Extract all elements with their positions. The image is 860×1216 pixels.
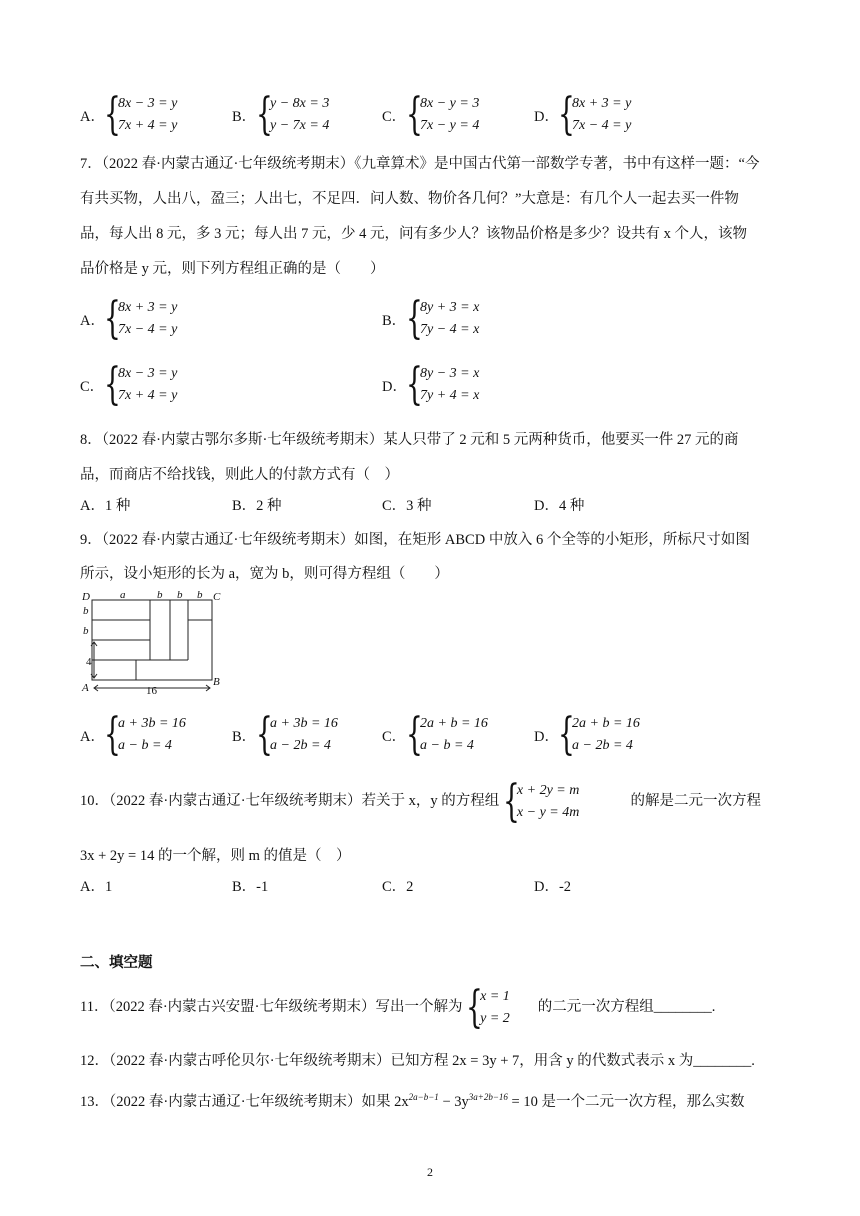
label-b-left: b (83, 605, 89, 617)
q8-option-b[interactable]: B．2 种 (232, 498, 282, 514)
q12-text-line: 12．（2022 春·内蒙古呼伦贝尔·七年级统考期末）已知方程 2x = 3y + 7，用含 y 的代数式表示 x 为________. (80, 1053, 755, 1069)
label-16: 16 (146, 685, 157, 695)
label-a-top: a (120, 590, 126, 601)
equation-system: { x = 1 y = 2 (466, 981, 510, 1033)
label-4: 4 (86, 656, 92, 668)
q10-option-c[interactable]: C．2 (382, 879, 414, 895)
q10-option-b[interactable]: B．-1 (232, 879, 269, 895)
q10-option-d[interactable]: D．-2 (534, 879, 572, 895)
label-b-top: b (197, 590, 203, 601)
label-b-top: b (177, 590, 183, 601)
label-b-left: b (83, 625, 89, 637)
q7-text-line: 有共买物，人出八，盈三；人出七，不足四．问人数、物价各几何？”大意是：有几个人一起去买一件物 (80, 191, 739, 207)
label-d: D (82, 591, 90, 603)
q8-option-a[interactable]: A．1 种 (80, 498, 131, 514)
section-heading: 二、填空题 (80, 955, 153, 971)
q8-text-line: 品，而商店不给找钱，则此人的付款方式有（ ） (80, 467, 399, 483)
q7-text-line: 7．（2022 春·内蒙古通辽·七年级统考期末）《九章算术》是中国古代第一部数学专著，书中有这样一题：“今 (80, 156, 760, 172)
q10-text-line: 10．（2022 春·内蒙古通辽·七年级统考期末）若关于 x，y 的方程组 { x + 2y = m x − y = 4m 的解是二元一次方程 (80, 775, 762, 827)
label-c: C (213, 591, 221, 603)
q8-option-d[interactable]: D．4 种 (534, 498, 585, 514)
q11-text-line: 11．（2022 春·内蒙古兴安盟·七年级统考期末）写出一个解为 { x = 1 y = 2 的二元一次方程组________. (80, 981, 716, 1033)
label-b: B (213, 676, 220, 688)
q10-text-line: 3x + 2y = 14 的一个解，则 m 的值是（ ） (80, 848, 351, 864)
q9-text-line: 所示，设小矩形的长为 a，宽为 b，则可得方程组（ ） (80, 566, 449, 582)
equation-system: { x + 2y = m x − y = 4m (502, 775, 580, 827)
q13-text-line: 13．（2022 春·内蒙古通辽·七年级统考期末）如果 $2x^{2a-b-1} - 3y^{3a+2b-16} = 10$ 是一个二元一次方程，那么实数 (80, 1092, 745, 1110)
q7-text-line: 品，每人出 8 元，多 3 元；每人出 7 元，少 4 元，问有多少人？该物品价格是多少？设共有 x 个人，该物 (80, 226, 747, 242)
q10-option-a[interactable]: A．1 (80, 879, 113, 895)
q8-option-c[interactable]: C．3 种 (382, 498, 432, 514)
rectangle-figure (80, 590, 230, 695)
label-a: A (82, 682, 89, 694)
label-b-top: b (157, 590, 163, 601)
q8-text-line: 8．（2022 春·内蒙古鄂尔多斯·七年级统考期末）某人只带了 2 元和 5 元两种货币，他要买一件 27 元的商 (80, 432, 739, 448)
q9-text-line: 9．（2022 春·内蒙古通辽·七年级统考期末）如图，在矩形 ABCD 中放入 6 个全等的小矩形，所标尺寸如图 (80, 532, 750, 548)
q7-text-line: 品价格是 y 元，则下列方程组正确的是（ ） (80, 261, 385, 277)
page-number: 2 (427, 1165, 433, 1179)
